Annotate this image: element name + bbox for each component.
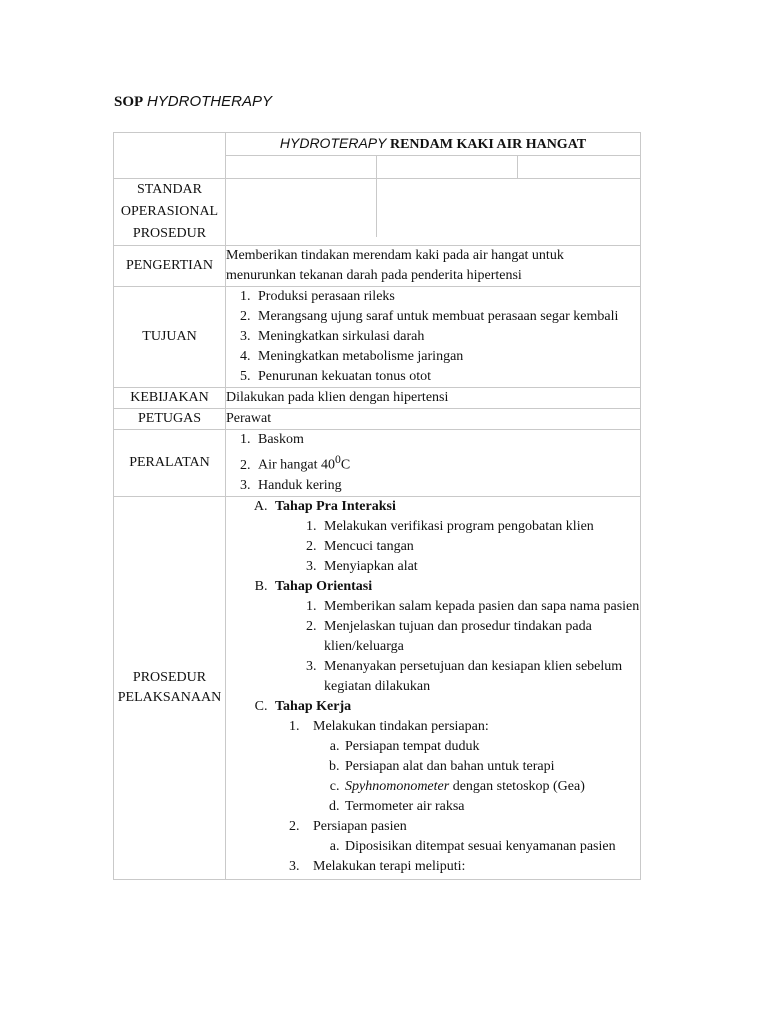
title-prefix: SOP xyxy=(114,94,144,110)
pengertian-content xyxy=(226,246,641,287)
pengertian-line-2: menurunkan tekanan darah pada penderita hipertensi xyxy=(226,268,522,283)
header-subgrid-cell xyxy=(226,156,641,179)
prosedur-label xyxy=(114,496,226,879)
standard-row xyxy=(114,179,641,246)
standard-label xyxy=(114,179,226,246)
standard-empty-cell xyxy=(226,179,641,246)
stage-c-step-1-text: Melakukan tindakan persiapan: xyxy=(313,718,489,734)
header-empty-cell xyxy=(114,133,226,179)
standard-sub-col-1 xyxy=(226,179,377,237)
tujuan-item: 5. Penurunan kekuatan tonus otot xyxy=(254,367,640,387)
standard-line-3: PROSEDUR xyxy=(132,226,207,241)
peralatan-item-2-text: Air hangat 40 xyxy=(258,457,335,473)
kebijakan-row xyxy=(114,388,641,409)
stage-b-item: 1. Memberikan salam kepada pasien dan sapa nama pasien xyxy=(320,597,640,617)
step-2-sub-item: a. Diposisikan ditempat sesuai kenyamanan pasien xyxy=(343,837,640,857)
tujuan-label: TUJUAN xyxy=(114,287,226,388)
tujuan-item: 4. Meningkatkan metabolisme jaringan xyxy=(254,347,640,367)
stage-a-list xyxy=(275,517,640,577)
header-bold: RENDAM KAKI AIR HANGAT xyxy=(389,137,587,152)
stage-c-step-1 xyxy=(303,717,640,817)
stage-b-list xyxy=(275,597,640,697)
tujuan-item: 2. Merangsang ujung saraf untuk membuat perasaan segar kembali xyxy=(254,307,640,327)
step-1-sub-item: a. Persiapan tempat duduk xyxy=(343,737,640,757)
peralatan-item-2-sup: 0 xyxy=(334,453,341,466)
peralatan-label: PERALATAN xyxy=(114,430,226,497)
stage-c-step-2 xyxy=(303,817,640,857)
petugas-content: Perawat xyxy=(226,409,641,430)
prosedur-content xyxy=(226,496,641,879)
tujuan-item: 3. Meningkatkan sirkulasi darah xyxy=(254,327,640,347)
peralatan-content xyxy=(226,430,641,497)
subgrid-col-2 xyxy=(377,156,518,178)
stage-b-title: Tahap Orientasi xyxy=(275,578,373,594)
stage-c-title: Tahap Kerja xyxy=(275,698,352,714)
stage-a-item: 2. Mencuci tangan xyxy=(320,537,640,557)
stage-c-step-3-text: Melakukan terapi meliputi: xyxy=(313,858,466,874)
prosedur-label-line-1: PROSEDUR xyxy=(132,669,207,685)
sphygmo-rest: dengan stetoskop (Gea) xyxy=(449,778,585,794)
header-italic: HYDROTERAPY xyxy=(279,135,387,151)
stage-a-item: 1. Melakukan verifikasi program pengobatan klien xyxy=(320,517,640,537)
stage-b-item: 2. Menjelaskan tujuan dan prosedur tindakan pada klien/keluarga xyxy=(320,617,640,657)
sphygmo-term: Spyhnomonometer xyxy=(345,778,450,794)
sop-table xyxy=(113,132,641,880)
tujuan-row xyxy=(114,287,641,388)
step-1-sub-item: d. Termometer air raksa xyxy=(343,797,640,817)
stage-c xyxy=(271,697,640,877)
subgrid-col-3 xyxy=(518,156,640,178)
stage-c-step-2-text: Persiapan pasien xyxy=(313,818,407,834)
subgrid-col-1 xyxy=(226,156,377,178)
peralatan-item-2-unit: C xyxy=(340,457,351,473)
step-1-sub-item xyxy=(343,777,640,797)
header-cell xyxy=(226,133,641,156)
stage-b xyxy=(271,577,640,697)
peralatan-item: 3. Handuk kering xyxy=(254,476,640,496)
standard-line-2: OPERASIONAL xyxy=(120,204,219,219)
tujuan-content xyxy=(226,287,641,388)
stage-list xyxy=(226,497,640,877)
stage-b-item: 3. Menanyakan persetujuan dan kesiapan klien sebelum kegiatan dilakukan xyxy=(320,657,640,697)
stage-c-list xyxy=(275,717,640,877)
stage-a-title: Tahap Pra Interaksi xyxy=(275,498,396,514)
step-1-sublist xyxy=(313,737,640,817)
step-1-sub-item: b. Persiapan alat dan bahan untuk terapi xyxy=(343,757,640,777)
peralatan-item: 1. Baskom xyxy=(254,430,640,450)
pengertian-line-1: Memberikan tindakan merendam kaki pada air hangat untuk xyxy=(226,248,564,263)
standard-sub-col-2 xyxy=(377,179,640,237)
stage-c-step-3 xyxy=(303,857,640,877)
kebijakan-content: Dilakukan pada klien dengan hipertensi xyxy=(226,388,641,409)
step-2-sublist xyxy=(313,837,640,857)
tujuan-item: 1. Produksi perasaan rileks xyxy=(254,287,640,307)
title-text: HYDROTHERAPY xyxy=(146,93,272,110)
tujuan-list xyxy=(226,287,640,387)
stage-a xyxy=(271,497,640,577)
peralatan-list xyxy=(226,430,640,496)
standard-line-1: STANDAR xyxy=(137,182,202,197)
peralatan-item xyxy=(254,450,640,476)
prosedur-label-line-2: PELAKSANAAN xyxy=(117,689,222,705)
page-title xyxy=(114,93,272,111)
pengertian-label: PENGERTIAN xyxy=(114,246,226,287)
prosedur-row xyxy=(114,496,641,879)
peralatan-row xyxy=(114,430,641,497)
header-row xyxy=(114,133,641,156)
pengertian-row xyxy=(114,246,641,287)
stage-a-item: 3. Menyiapkan alat xyxy=(320,557,640,577)
petugas-row xyxy=(114,409,641,430)
petugas-label: PETUGAS xyxy=(114,409,226,430)
kebijakan-label: KEBIJAKAN xyxy=(114,388,226,409)
